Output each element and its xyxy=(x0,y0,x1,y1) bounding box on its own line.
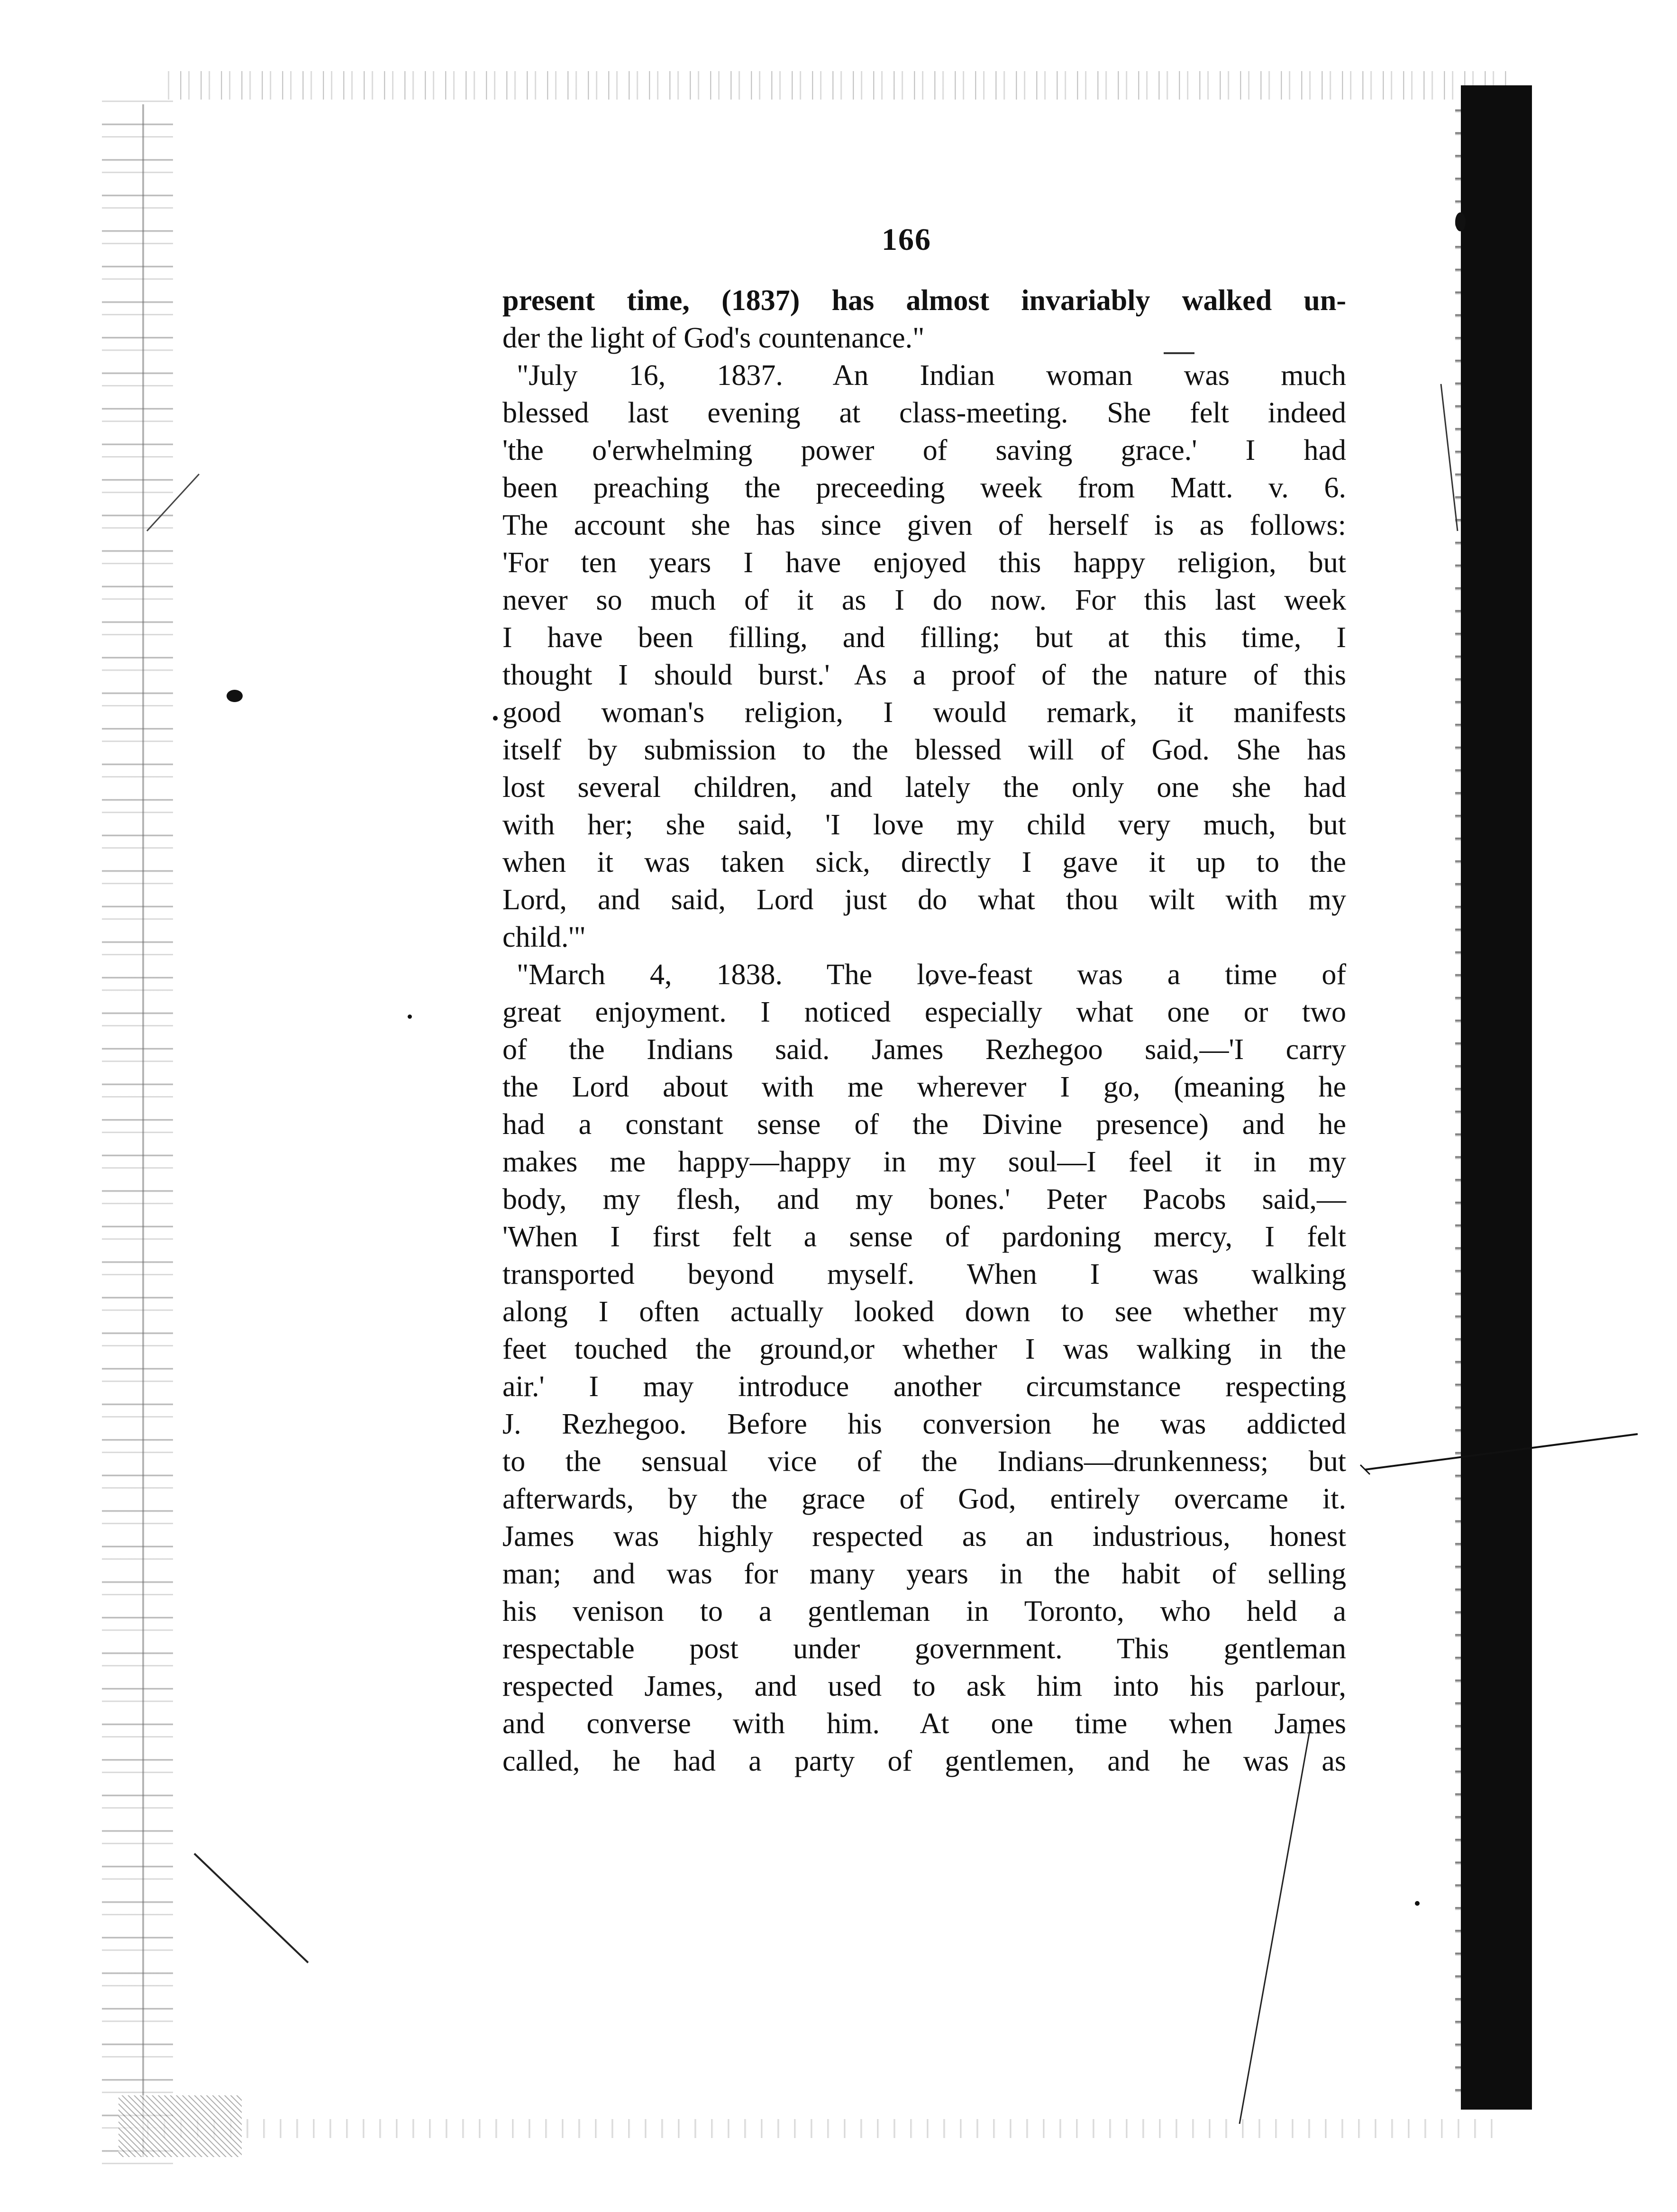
text-line: blessed last evening at class-meeting. She felt indeed xyxy=(502,397,1346,429)
text-line: along I often actually looked down to see whether my xyxy=(502,1296,1346,1328)
text-line: good woman's religion, I would remark, it manifests xyxy=(502,696,1346,729)
stray-line xyxy=(147,474,199,531)
text-line: transported beyond myself. When I was walking xyxy=(502,1258,1346,1290)
text-line: 'the o'erwhelming power of saving grace.' I had xyxy=(502,434,1346,466)
text-line: of the Indians said. James Rezhegoo said,—'I carry xyxy=(502,1033,1346,1066)
text-line: J. Rezhegoo. Before his conversion he was addicted xyxy=(502,1408,1346,1440)
body-text xyxy=(502,282,1346,1780)
stray-line xyxy=(194,1854,308,1963)
text-line: 'When I first felt a sense of pardoning mercy, I felt xyxy=(502,1221,1346,1253)
page-number: 166 xyxy=(882,222,931,257)
text-line: called, he had a party of gentlemen, and he was as xyxy=(502,1745,1346,1777)
text-line: 'For ten years I have enjoyed this happy religion, but xyxy=(502,547,1346,579)
text-line: makes me happy—happy in my soul—I feel it in my xyxy=(502,1146,1346,1178)
text-line: The account she has since given of herself is as follows: xyxy=(502,509,1346,541)
text-line: when it was taken sick, directly I gave it up to the xyxy=(502,846,1346,878)
stray-line xyxy=(1441,384,1458,531)
text-line: itself by submission to the blessed will of God. She has xyxy=(502,734,1346,766)
text-line: had a constant sense of the Divine presence) and he xyxy=(502,1108,1346,1141)
text-line: "March 4, 1838. The love-feast was a time of xyxy=(517,959,1346,991)
text-line: child.'" xyxy=(502,921,586,953)
text-line: Lord, and said, Lord just do what thou wilt with my xyxy=(502,884,1346,916)
text-line: respected James, and used to ask him into his parlour, xyxy=(502,1670,1346,1702)
text-line: respectable post under government. This gentleman xyxy=(502,1633,1346,1665)
text-line: with her; she said, 'I love my child very much, but xyxy=(502,809,1346,841)
text-line: I have been filling, and filling; but at this time, I xyxy=(502,622,1346,654)
text-line: been preaching the preceeding week from Matt. v. 6. xyxy=(502,472,1346,504)
text-line: James was highly respected as an industrious, honest xyxy=(502,1520,1346,1553)
text-line: never so much of it as I do now. For this last week xyxy=(502,584,1346,616)
text-line: body, my flesh, and my bones.' Peter Pacobs said,— xyxy=(502,1183,1346,1216)
stray-line xyxy=(1240,1726,1311,2124)
text-line: "July 16, 1837. An Indian woman was much xyxy=(517,359,1346,392)
text-line: der the light of God's countenance." xyxy=(502,322,925,354)
text-line: and converse with him. At one time when James xyxy=(502,1708,1346,1740)
text-line: man; and was for many years in the habit of selling xyxy=(502,1558,1346,1590)
stray-line xyxy=(1365,1434,1638,1470)
text-line: present time, (1837) has almost invariably walked un- xyxy=(502,284,1346,317)
text-line: thought I should burst.' As a proof of the nature of this xyxy=(502,659,1346,691)
text-line: to the sensual vice of the Indians—drunkenness; but xyxy=(502,1445,1346,1478)
text-line: his venison to a gentleman in Toronto, who held a xyxy=(502,1595,1346,1627)
text-line: afterwards, by the grace of God, entirely overcame it. xyxy=(502,1483,1346,1515)
text-line: the Lord about with me wherever I go, (meaning he xyxy=(502,1071,1346,1103)
text-line: great enjoyment. I noticed especially what one or two xyxy=(502,996,1346,1028)
text-line: lost several children, and lately the only one she had xyxy=(502,771,1346,804)
text-line: feet touched the ground,or whether I was walking in the xyxy=(502,1333,1346,1365)
text-line: air.' I may introduce another circumstance respecting xyxy=(502,1371,1346,1403)
